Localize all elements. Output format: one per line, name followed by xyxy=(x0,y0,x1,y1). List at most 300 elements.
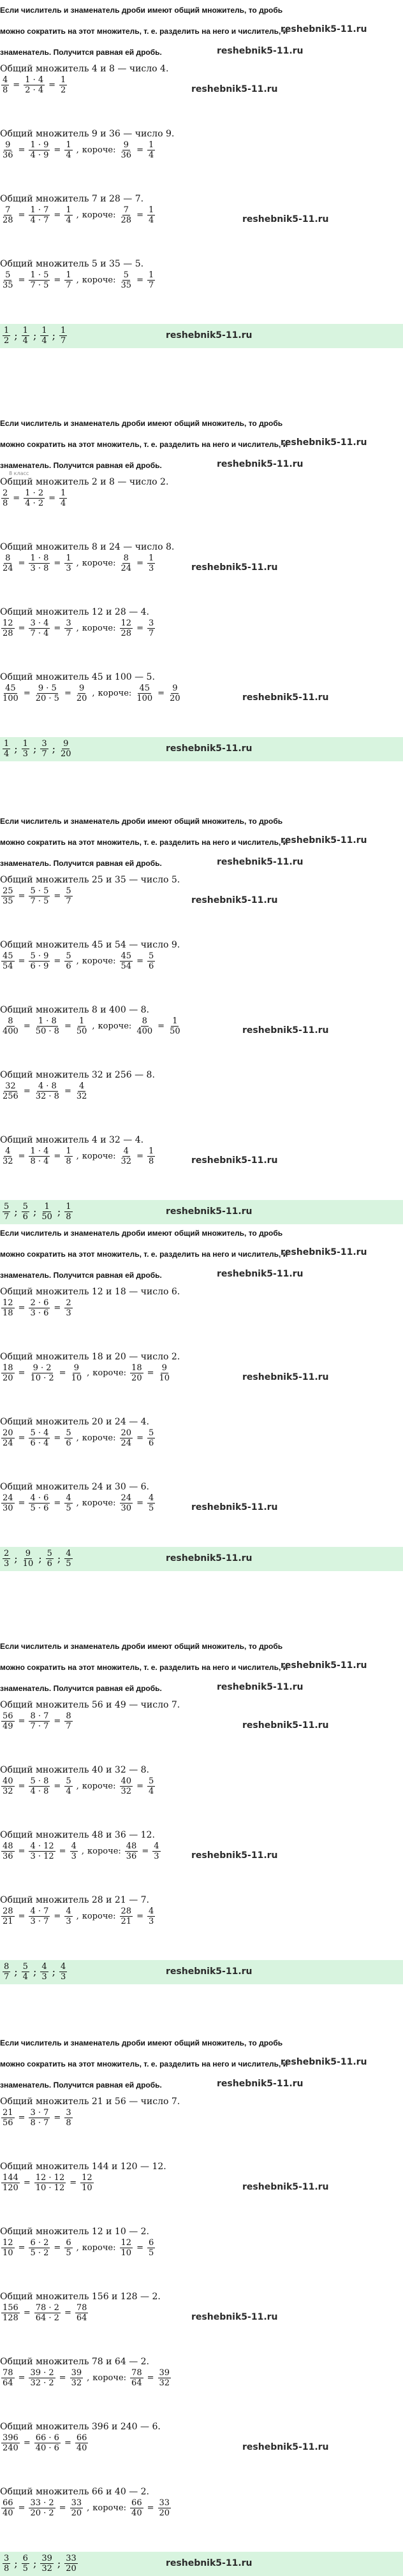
denominator: 7 · 7 xyxy=(30,1722,49,1731)
watermark: reshebnik5-11.ru xyxy=(242,692,329,703)
denominator: 20 xyxy=(66,2564,77,2573)
denominator: 6 xyxy=(148,962,154,971)
watermark: reshebnik5-11.ru xyxy=(217,46,304,56)
numerator: 1 xyxy=(61,488,66,498)
fraction xyxy=(3,1202,10,1222)
denominator: 7 xyxy=(4,1972,10,1982)
denominator: 7 xyxy=(148,629,154,638)
numerator: 45 xyxy=(3,951,13,961)
watermark: reshebnik5-11.ru xyxy=(191,1502,278,1512)
numerator: 1 xyxy=(148,270,154,280)
rule-line: можно сократить на этот множитель, т. е. разделить на него и числитель, и xyxy=(0,27,288,36)
equals-sign: = xyxy=(59,1847,66,1856)
rule-line: можно сократить на этот множитель, т. е. разделить на него и числитель, и xyxy=(0,1663,288,1672)
step-text: Общий множитель 8 и 400 — 8. xyxy=(0,1005,150,1015)
fraction xyxy=(168,684,182,703)
fraction xyxy=(22,739,29,759)
separator: ; xyxy=(38,1553,42,1565)
numerator: 12 xyxy=(3,1298,13,1308)
equals-sign: = xyxy=(54,1303,61,1313)
fraction xyxy=(29,886,50,906)
denominator: 3 xyxy=(66,564,71,573)
numerator: 1 · 7 xyxy=(30,205,49,215)
numerator: 1 · 8 xyxy=(38,1016,57,1026)
denominator: 5 xyxy=(148,2248,154,2258)
numerator: 1 xyxy=(148,205,154,215)
numerator: 4 xyxy=(5,1146,11,1156)
numerator: 20 xyxy=(3,1428,13,1438)
denominator: 8 xyxy=(3,85,8,95)
fraction xyxy=(64,1298,72,1318)
numerator: 78 xyxy=(3,2368,13,2378)
denominator: 40 xyxy=(131,2508,142,2518)
fraction xyxy=(29,951,50,971)
denominator: 50 xyxy=(41,1212,52,1222)
denominator: 6 xyxy=(22,1212,28,1222)
equals-sign: = xyxy=(64,689,71,698)
fraction xyxy=(1,1081,20,1101)
equation-row xyxy=(0,1711,74,1731)
equals-sign: = xyxy=(136,956,143,966)
watermark: reshebnik5-11.ru xyxy=(191,895,278,905)
equals-sign: = xyxy=(158,689,165,698)
denominator: 4 xyxy=(61,499,66,508)
numerator: 9 xyxy=(73,1363,79,1373)
equation-row xyxy=(0,951,156,971)
fraction xyxy=(147,951,155,971)
numerator: 4 xyxy=(66,1493,71,1503)
numerator: 66 xyxy=(76,2433,87,2443)
numerator: 4 xyxy=(66,1549,71,1558)
denominator: 7 xyxy=(66,281,71,290)
denominator: 40 xyxy=(3,2508,13,2518)
step-text: Общий множитель 144 и 120 — 12. xyxy=(0,2162,166,2172)
rule-line: знаменатель. Получится равная ей дробь. xyxy=(0,1684,162,1693)
numerator: 12 xyxy=(121,618,132,628)
numerator: 5 · 9 xyxy=(30,951,49,961)
fraction xyxy=(34,2303,61,2323)
fraction xyxy=(1,1493,15,1513)
numerator: 5 · 5 xyxy=(30,886,49,896)
denominator: 4 xyxy=(66,150,71,160)
shorter-label: короче: xyxy=(82,624,116,633)
answer-row xyxy=(1,326,68,346)
equals-sign: = xyxy=(23,2178,31,2188)
equals-sign: = xyxy=(18,2503,26,2513)
fraction xyxy=(120,140,133,160)
numerator: 1 xyxy=(172,1016,178,1026)
denominator: 20 xyxy=(3,1373,13,1383)
step-text: Общий множитель 21 и 56 — число 7. xyxy=(0,2097,180,2107)
numerator: 5 xyxy=(66,1776,71,1786)
denominator: 128 xyxy=(3,2313,18,2323)
shorter-label: короче: xyxy=(82,1152,116,1161)
numerator: 8 xyxy=(8,1016,13,1026)
numerator: 1 xyxy=(78,1016,85,1026)
denominator: 4 xyxy=(148,216,154,225)
numerator: 5 xyxy=(66,951,71,961)
denominator: 3 xyxy=(154,1852,159,1861)
numerator: 56 xyxy=(3,1711,13,1721)
denominator: 6 · 9 xyxy=(30,962,49,971)
equation xyxy=(0,1906,403,1926)
fraction xyxy=(120,1776,133,1796)
fraction xyxy=(1,951,15,971)
denominator: 28 xyxy=(121,629,132,638)
denominator: 54 xyxy=(121,962,132,971)
step-text: Общий множитель 12 и 10 — 2. xyxy=(0,2227,150,2237)
equals-sign: = xyxy=(18,275,26,285)
watermark: reshebnik5-11.ru xyxy=(281,1247,367,1257)
denominator: 20 xyxy=(170,694,180,703)
equals-sign: = xyxy=(59,2503,66,2513)
numerator: 9 xyxy=(5,140,11,150)
numerator: 1 xyxy=(148,553,154,563)
denominator: 4 xyxy=(41,336,47,346)
equals-sign: = xyxy=(147,2503,154,2513)
fraction xyxy=(3,739,10,759)
numerator: 39 xyxy=(159,2368,170,2378)
denominator: 3 xyxy=(22,749,28,759)
rule-line: знаменатель. Получится равная ей дробь. xyxy=(0,461,162,470)
equals-sign: = xyxy=(136,1152,143,1161)
numerator: 1 xyxy=(66,553,71,563)
fraction xyxy=(64,1711,72,1731)
numerator: 24 xyxy=(3,1493,13,1503)
watermark: reshebnik5-11.ru xyxy=(191,84,278,94)
denominator: 3 xyxy=(71,1852,77,1861)
equals-sign: = xyxy=(18,1303,26,1313)
separator: ; xyxy=(14,2558,18,2570)
numerator: 6 xyxy=(148,2238,154,2248)
denominator: 35 xyxy=(3,281,13,290)
fraction xyxy=(64,886,72,906)
step-text: Общий множитель 5 и 35 — 5. xyxy=(0,259,144,269)
equals-sign: = xyxy=(136,1433,143,1443)
equals-sign: = xyxy=(147,1368,154,1378)
numerator: 5 · 8 xyxy=(30,1776,49,1786)
equals-sign: = xyxy=(64,1087,71,1096)
equation xyxy=(0,1298,403,1318)
denominator: 3 · 8 xyxy=(30,564,49,573)
equals-sign: = xyxy=(18,1782,26,1791)
shorter-label: короче: xyxy=(92,1368,127,1378)
separator: ; xyxy=(33,1206,37,1218)
fraction xyxy=(64,1493,72,1513)
denominator: 30 xyxy=(121,1504,132,1513)
denominator: 32 xyxy=(121,1157,132,1166)
denominator: 32 xyxy=(159,2378,170,2388)
denominator: 7 xyxy=(66,1722,71,1731)
comma: , xyxy=(87,1368,90,1378)
equals-sign: = xyxy=(18,210,26,220)
fraction xyxy=(64,140,72,160)
numerator: 3 xyxy=(148,618,154,628)
numerator: 12 · 12 xyxy=(35,2173,65,2183)
denominator: 10 · 12 xyxy=(35,2183,65,2193)
fraction xyxy=(59,1962,67,1982)
watermark: reshebnik5-11.ru xyxy=(281,24,367,34)
equation xyxy=(0,2238,403,2258)
fraction xyxy=(22,1962,29,1982)
rule-line: можно сократить на этот множитель, т. е. разделить на него и числитель, и xyxy=(0,1250,288,1259)
equation-row xyxy=(0,2368,172,2388)
denominator: 5 · 6 xyxy=(30,1504,49,1513)
fraction xyxy=(75,2303,89,2323)
fraction xyxy=(70,2368,84,2388)
numerator: 1 xyxy=(22,326,28,335)
numerator: 4 xyxy=(154,1841,159,1851)
equals-sign: = xyxy=(18,2243,26,2253)
denominator: 20 xyxy=(76,694,87,703)
fraction xyxy=(120,1906,133,1926)
step-text: Общий множитель 2 и 8 — число 2. xyxy=(0,477,169,487)
denominator: 28 xyxy=(3,629,13,638)
fraction xyxy=(29,1711,50,1731)
numerator: 144 xyxy=(3,2173,18,2183)
fraction xyxy=(3,1962,10,1982)
numerator: 1 xyxy=(66,140,71,150)
denominator: 54 xyxy=(3,962,13,971)
step-text: Общий множитель 12 и 18 — число 6. xyxy=(0,1287,180,1297)
equation xyxy=(0,2108,403,2128)
denominator: 6 xyxy=(66,1438,71,1448)
numerator: 1 · 5 xyxy=(30,270,49,280)
fraction xyxy=(1,1363,15,1383)
equals-sign: = xyxy=(64,1021,71,1031)
equals-sign: = xyxy=(136,1782,143,1791)
watermark: reshebnik5-11.ru xyxy=(242,2442,329,2452)
fraction xyxy=(168,1016,182,1036)
watermark: reshebnik5-11.ru xyxy=(217,459,304,469)
denominator: 8 xyxy=(66,1212,71,1222)
step-text: Общий множитель 78 и 64 — 2. xyxy=(0,2357,150,2367)
denominator: 20 · 2 xyxy=(30,2508,54,2518)
equals-sign: = xyxy=(64,2308,71,2318)
denominator: 5 xyxy=(66,2248,71,2258)
watermark: reshebnik5-11.ru xyxy=(281,437,367,448)
equation xyxy=(0,1081,403,1101)
fraction xyxy=(1,1016,20,1036)
denominator: 28 xyxy=(121,216,132,225)
fraction xyxy=(120,270,133,290)
numerator: 21 xyxy=(3,2108,13,2118)
denominator: 4 xyxy=(66,1787,71,1796)
equals-sign: = xyxy=(54,559,61,568)
answer-row xyxy=(1,1962,68,1982)
fraction xyxy=(147,205,155,225)
denominator: 400 xyxy=(3,1027,18,1036)
fraction xyxy=(29,2498,55,2518)
denominator: 4 xyxy=(4,749,10,759)
equation xyxy=(0,1776,403,1796)
numerator: 8 xyxy=(4,1962,10,1972)
fraction xyxy=(130,2498,143,2518)
equals-sign: = xyxy=(13,494,20,503)
equation-row xyxy=(0,1428,156,1448)
denominator: 2 xyxy=(4,336,10,346)
numerator: 1 xyxy=(61,326,66,335)
equation-row xyxy=(0,2303,89,2323)
fraction xyxy=(130,2368,143,2388)
fraction xyxy=(3,1549,10,1569)
fraction xyxy=(29,1906,50,1926)
shorter-label: короче: xyxy=(82,1782,116,1791)
watermark: reshebnik5-11.ru xyxy=(217,1269,304,1279)
rule-line: знаменатель. Получится равная ей дробь. xyxy=(0,859,162,868)
denominator: 3 · 7 xyxy=(30,1917,49,1926)
denominator: 400 xyxy=(136,1027,153,1036)
denominator: 56 xyxy=(3,2118,13,2128)
equation xyxy=(0,1016,403,1036)
numerator: 3 xyxy=(41,739,47,749)
fraction xyxy=(29,1776,50,1796)
denominator: 50 xyxy=(170,1027,180,1036)
denominator: 4 · 7 xyxy=(30,216,49,225)
comma: , xyxy=(76,275,79,285)
shorter-label: короче: xyxy=(98,1021,132,1031)
numerator: 4 xyxy=(66,1906,71,1916)
numerator: 1 xyxy=(22,739,28,749)
denominator: 10 xyxy=(121,2248,132,2258)
numerator: 1 xyxy=(148,1146,154,1156)
equation-row xyxy=(0,1493,156,1513)
shorter-label: короче: xyxy=(82,210,116,220)
step-text: Общий множитель 25 и 35 — число 5. xyxy=(0,875,180,885)
denominator: 49 xyxy=(3,1722,13,1731)
watermark: reshebnik5-11.ru xyxy=(242,2182,329,2192)
denominator: 4 xyxy=(22,336,28,346)
fraction xyxy=(135,1016,154,1036)
step-text: Общий множитель 4 и 32 — 4. xyxy=(0,1135,144,1145)
equation-row xyxy=(0,270,156,290)
comma: , xyxy=(76,1498,79,1508)
rule-line: можно сократить на этот множитель, т. е. разделить на него и числитель, и xyxy=(0,838,288,847)
denominator: 3 xyxy=(66,1308,71,1318)
equals-sign: = xyxy=(18,1368,26,1378)
fraction xyxy=(29,1363,55,1383)
watermark: reshebnik5-11.ru xyxy=(166,743,253,754)
fraction xyxy=(29,1841,55,1861)
step-text: Общий множитель 24 и 30 — 6. xyxy=(0,1482,150,1492)
equals-sign: = xyxy=(18,624,26,633)
watermark: reshebnik5-11.ru xyxy=(242,1372,329,1382)
fraction xyxy=(1,140,15,160)
numerator: 1 xyxy=(148,140,154,150)
step-text: Общий множитель 18 и 20 — число 2. xyxy=(0,1352,180,1362)
step-text: Общий множитель 45 и 100 — 5. xyxy=(0,672,155,682)
separator: ; xyxy=(33,2558,37,2570)
rule-line: Если числитель и знаменатель дроби имеют общий множитель, то дробь xyxy=(0,1229,283,1238)
equation xyxy=(0,684,403,703)
equation-row xyxy=(0,1841,162,1861)
fraction xyxy=(1,2498,15,2518)
fraction xyxy=(147,2238,155,2258)
step-text: Общий множитель 156 и 128 — 2. xyxy=(0,2292,161,2302)
equals-sign: = xyxy=(136,624,143,633)
numerator: 1 xyxy=(44,1202,50,1211)
fraction xyxy=(158,1363,172,1383)
numerator: 40 xyxy=(3,1776,13,1786)
denominator: 50 xyxy=(76,1027,87,1036)
equation xyxy=(0,618,403,638)
equation-row xyxy=(0,886,74,906)
separator: ; xyxy=(33,743,37,755)
fraction xyxy=(147,140,155,160)
denominator: 7 · 5 xyxy=(30,896,49,906)
fraction xyxy=(29,1146,50,1166)
fraction xyxy=(147,618,155,638)
numerator: 5 xyxy=(5,270,11,280)
separator: ; xyxy=(57,1553,61,1565)
equals-sign: = xyxy=(136,145,143,155)
numerator: 3 xyxy=(66,2108,71,2118)
fraction xyxy=(59,326,67,346)
fraction xyxy=(46,1549,54,1569)
equation-row xyxy=(0,1016,183,1036)
denominator: 7 · 4 xyxy=(30,629,49,638)
denominator: 3 xyxy=(41,1972,47,1982)
numerator: 9 xyxy=(78,684,85,693)
numerator: 3 · 7 xyxy=(30,2108,49,2118)
watermark: reshebnik5-11.ru xyxy=(166,1966,253,1977)
numerator: 28 xyxy=(121,1906,132,1916)
denominator: 18 xyxy=(3,1308,13,1318)
watermark: reshebnik5-11.ru xyxy=(166,330,253,340)
equals-sign: = xyxy=(54,275,61,285)
fraction xyxy=(1,886,15,906)
watermark: reshebnik5-11.ru xyxy=(242,1720,329,1731)
numerator: 4 xyxy=(3,75,8,85)
equation xyxy=(0,1428,403,1448)
equals-sign: = xyxy=(54,2113,61,2123)
denominator: 50 · 8 xyxy=(35,1027,59,1036)
fraction xyxy=(59,75,67,95)
numerator: 40 xyxy=(121,1776,132,1786)
fraction xyxy=(1,488,9,508)
fraction xyxy=(29,1428,50,1448)
equation xyxy=(0,270,403,290)
shorter-label: короче: xyxy=(82,145,116,155)
fraction xyxy=(80,2173,94,2193)
denominator: 4 · 2 xyxy=(25,499,44,508)
numerator: 5 xyxy=(66,1428,71,1438)
equation xyxy=(0,2433,403,2453)
numerator: 5 xyxy=(148,1428,154,1438)
numerator: 1 xyxy=(66,270,71,280)
fraction xyxy=(64,270,72,290)
numerator: 45 xyxy=(121,951,132,961)
fraction xyxy=(64,2108,72,2128)
equals-sign: = xyxy=(147,2373,154,2383)
denominator: 35 xyxy=(3,896,13,906)
denominator: 3 xyxy=(148,564,154,573)
fraction xyxy=(64,1776,72,1796)
numerator: 45 xyxy=(139,684,150,693)
fraction xyxy=(152,1841,160,1861)
denominator: 7 xyxy=(66,896,71,906)
fraction xyxy=(29,2108,50,2128)
watermark: reshebnik5-11.ru xyxy=(166,1553,253,1563)
equals-sign: = xyxy=(54,1433,61,1443)
denominator: 32 · 8 xyxy=(35,1092,59,1101)
denominator: 64 · 2 xyxy=(35,2313,59,2323)
comma: , xyxy=(76,956,79,966)
equation-row xyxy=(0,1776,156,1796)
fraction xyxy=(59,739,73,759)
denominator: 24 xyxy=(121,1438,132,1448)
comma: , xyxy=(76,624,79,633)
